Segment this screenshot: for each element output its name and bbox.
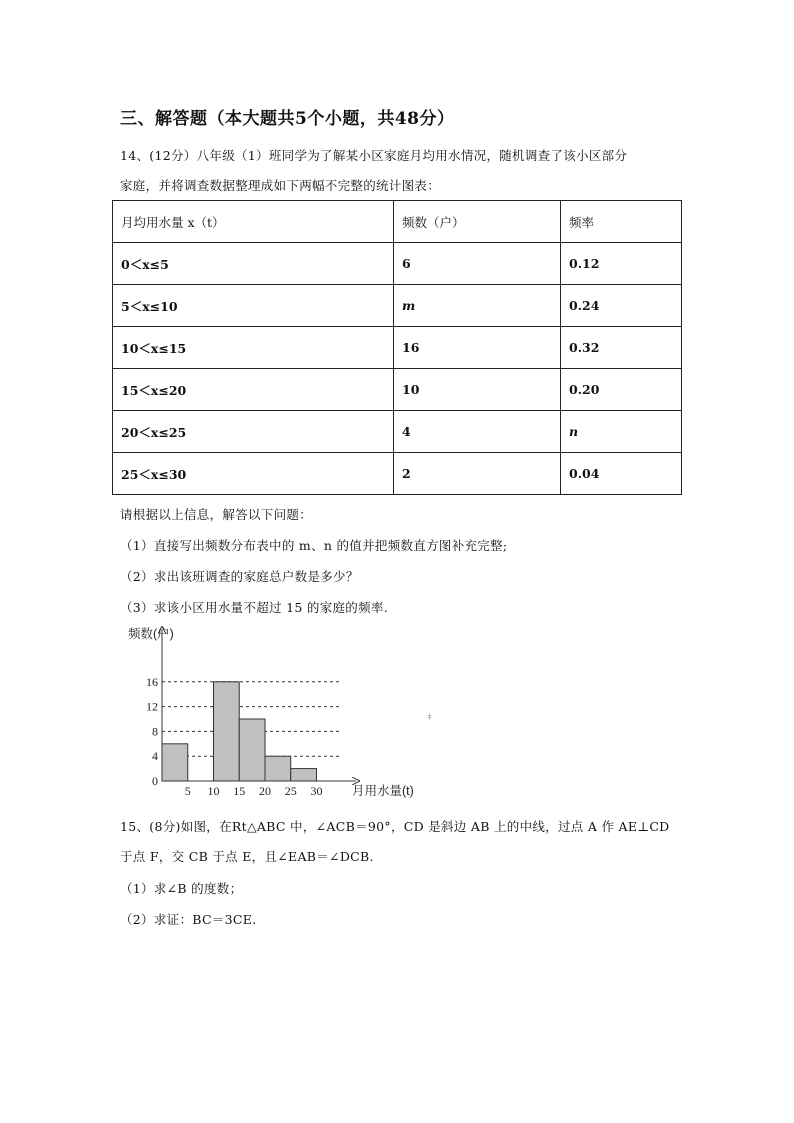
q14-prompt: 请根据以上信息，解答以下问题： xyxy=(120,507,313,522)
q14-line1: 14、(12分）八年级（1）班同学为了解某小区家庭月均用水情况，随机调查了该小区部分 xyxy=(120,148,628,163)
stray-mark: ‡ xyxy=(428,713,432,721)
x-tick-label: 15 xyxy=(233,784,246,798)
frequency-table xyxy=(112,200,682,495)
x-tick-label: 30 xyxy=(310,784,323,798)
x-tick-label: 25 xyxy=(284,784,297,798)
x-tick-label: 5 xyxy=(184,784,191,798)
table-cell: 5＜x≤10 xyxy=(113,285,394,327)
q14-sub3: （3）求该小区用水量不超过 15 的家庭的频率. xyxy=(120,600,388,615)
histogram-svg xyxy=(120,620,440,805)
table-cell: 0.32 xyxy=(561,327,682,369)
x-axis-label: 月用水量(t) xyxy=(352,784,414,798)
table-row xyxy=(113,453,682,495)
histogram-bar xyxy=(214,682,240,781)
table-header-cell: 频率 xyxy=(561,201,682,243)
table-cell: 15＜x≤20 xyxy=(113,369,394,411)
table-cell: 2 xyxy=(394,453,561,495)
table-cell: 10 xyxy=(394,369,561,411)
table-row xyxy=(113,411,682,453)
table-cell: 0.04 xyxy=(561,453,682,495)
histogram-bar xyxy=(265,756,291,781)
table-cell: 0.12 xyxy=(561,243,682,285)
q15-sub1: （1）求∠B 的度数； xyxy=(120,881,243,896)
y-tick-label: 0 xyxy=(152,774,158,788)
histogram-bar xyxy=(162,744,188,781)
table-header-cell: 频数（户） xyxy=(394,201,561,243)
table-header-cell: 月均用水量 x（t） xyxy=(113,201,394,243)
table-header-row xyxy=(113,201,682,243)
histogram-chart xyxy=(120,620,440,805)
y-tick-label: 4 xyxy=(152,749,158,764)
table-cell: 10＜x≤15 xyxy=(113,327,394,369)
q14-sub1: （1）直接写出频数分布表中的 m、n 的值并把频数直方图补充完整; xyxy=(120,538,508,553)
table-cell: 0.20 xyxy=(561,369,682,411)
table-row xyxy=(113,369,682,411)
q14-line2: 家庭，并将调查数据整理成如下两幅不完整的统计图表： xyxy=(120,178,441,193)
table-cell: 4 xyxy=(394,411,561,453)
x-tick-label: 20 xyxy=(259,784,271,798)
q15-sub2: （2）求证：BC＝3CE. xyxy=(120,912,257,927)
y-tick-label: 16 xyxy=(146,674,158,689)
q14-sub2: （2）求出该班调查的家庭总户数是多少？ xyxy=(120,569,359,584)
q15-line2: 于点 F，交 CB 于点 E，且∠EAB＝∠DCB. xyxy=(120,849,374,864)
section-title: 三、解答题（本大题共5个小题，共48分） xyxy=(120,109,455,129)
y-axis-label: 频数(户) xyxy=(128,627,174,641)
table-cell: m xyxy=(394,285,561,327)
table-cell: 6 xyxy=(394,243,561,285)
x-tick-label: 10 xyxy=(207,784,220,798)
table-cell: 0＜x≤5 xyxy=(113,243,394,285)
histogram-bar xyxy=(291,769,317,781)
y-tick-label: 12 xyxy=(146,699,158,714)
table-cell: n xyxy=(561,411,682,453)
table-cell: 25＜x≤30 xyxy=(113,453,394,495)
table-row xyxy=(113,243,682,285)
table-cell: 16 xyxy=(394,327,561,369)
table-cell: 0.24 xyxy=(561,285,682,327)
table-row xyxy=(113,285,682,327)
y-tick-label: 8 xyxy=(152,724,158,739)
q15-line1: 15、(8分)如图，在Rt△ABC 中，∠ACB＝90°，CD 是斜边 AB 上的中线，过点 A 作 AE⊥CD xyxy=(120,819,670,834)
table-row xyxy=(113,327,682,369)
histogram-bar xyxy=(239,719,265,781)
table-cell: 20＜x≤25 xyxy=(113,411,394,453)
